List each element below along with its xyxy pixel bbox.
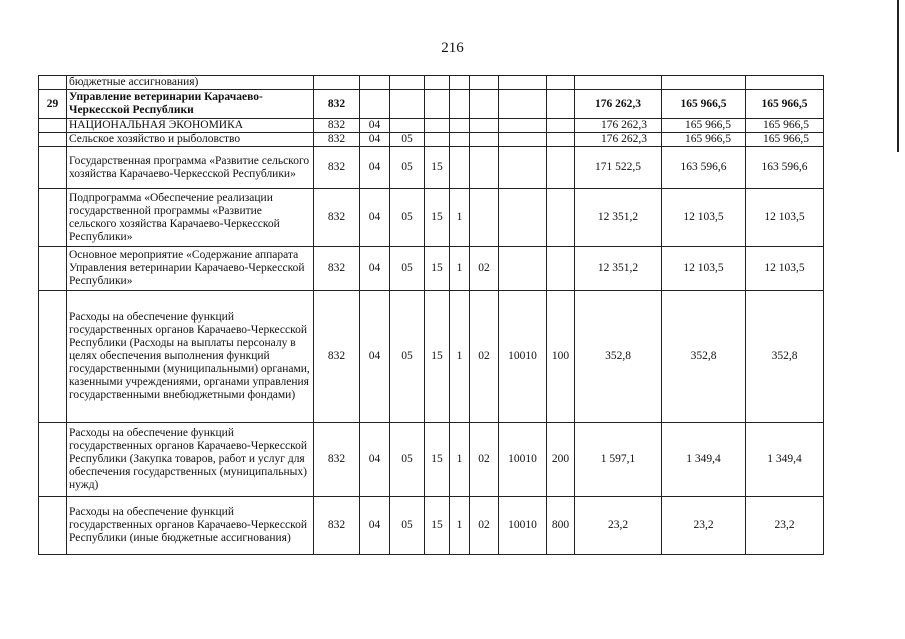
code-program: [425, 119, 450, 133]
code-subprogram: 1: [450, 423, 470, 497]
row-number: [39, 76, 67, 90]
code-pr: 05: [390, 147, 425, 189]
code-vr: [547, 147, 575, 189]
budget-table: [38, 75, 824, 555]
table-row: [39, 291, 824, 423]
code-vr: [547, 90, 575, 119]
code-program: [425, 76, 450, 90]
row-number: [39, 133, 67, 147]
scan-edge-line: [897, 0, 899, 152]
code-pr: [390, 90, 425, 119]
code-subprogram: [450, 119, 470, 133]
code-subprogram: [450, 90, 470, 119]
code-subprogram: 1: [450, 291, 470, 423]
code-subprogram: 1: [450, 189, 470, 247]
sum-year-1: 1 597,1: [575, 423, 662, 497]
table-body: [39, 76, 824, 555]
code-event: [470, 133, 499, 147]
sum-year-1: 12 351,2: [575, 189, 662, 247]
sum-year-3: 352,8: [746, 291, 824, 423]
code-pr: 05: [390, 291, 425, 423]
row-number: [39, 291, 67, 423]
code-event: [470, 76, 499, 90]
sum-year-3: 165 966,5: [746, 90, 824, 119]
row-name: Расходы на обеспечение функций государственных органов Карачаево-Черкесской Республики (Расходы на выплаты персоналу в целях обеспечения выполнения функций государственными (муниципальными) органами, казенными учреждениями, органами управления государственными внебюджетными фондами): [67, 291, 314, 423]
sum-year-2: 163 596,6: [662, 147, 746, 189]
code-direction: [499, 133, 547, 147]
code-direction: [499, 76, 547, 90]
code-program: [425, 90, 450, 119]
code-ved: 832: [314, 147, 360, 189]
row-name: Государственная программа «Развитие сельского хозяйства Карачаево-Черкесской Республики»: [67, 147, 314, 189]
sum-year-1: 23,2: [575, 497, 662, 555]
code-event: [470, 189, 499, 247]
code-ved: 832: [314, 119, 360, 133]
code-vr: 100: [547, 291, 575, 423]
code-rz: [360, 76, 390, 90]
code-rz: 04: [360, 133, 390, 147]
row-number: [39, 147, 67, 189]
row-number: [39, 189, 67, 247]
code-vr: [547, 119, 575, 133]
sum-year-2: 165 966,5: [662, 119, 746, 133]
sum-year-3: 163 596,6: [746, 147, 824, 189]
code-rz: 04: [360, 147, 390, 189]
sum-year-3: 165 966,5: [746, 133, 824, 147]
row-name: Основное мероприятие «Содержание аппарата Управления ветеринарии Карачаево-Черкесской Республики»: [67, 247, 314, 291]
sum-year-1: 12 351,2: [575, 247, 662, 291]
code-pr: 05: [390, 497, 425, 555]
code-ved: 832: [314, 133, 360, 147]
code-rz: 04: [360, 119, 390, 133]
sum-year-3: 23,2: [746, 497, 824, 555]
sum-year-2: 165 966,5: [662, 133, 746, 147]
row-name: Подпрограмма «Обеспечение реализации государственной программы «Развитие сельского хозяйства Карачаево-Черкесской Республики»: [67, 189, 314, 247]
table-row: [39, 497, 824, 555]
code-pr: 05: [390, 423, 425, 497]
row-number: [39, 423, 67, 497]
sum-year-1: 176 262,3: [575, 133, 662, 147]
code-subprogram: [450, 76, 470, 90]
row-number: [39, 119, 67, 133]
sum-year-2: 165 966,5: [662, 90, 746, 119]
row-name: Управление ветеринарии Карачаево-Черкесской Республики: [67, 90, 314, 119]
sum-year-2: 1 349,4: [662, 423, 746, 497]
code-ved: 832: [314, 247, 360, 291]
code-vr: [547, 133, 575, 147]
table-row: [39, 189, 824, 247]
page-number: 216: [441, 40, 464, 56]
code-direction: 10010: [499, 497, 547, 555]
code-vr: [547, 76, 575, 90]
row-number: [39, 497, 67, 555]
code-rz: 04: [360, 291, 390, 423]
table-row: [39, 76, 824, 90]
code-rz: [360, 90, 390, 119]
sum-year-2: 352,8: [662, 291, 746, 423]
code-subprogram: [450, 133, 470, 147]
code-program: 15: [425, 497, 450, 555]
code-event: [470, 147, 499, 189]
code-pr: [390, 76, 425, 90]
code-direction: [499, 119, 547, 133]
code-program: 15: [425, 247, 450, 291]
code-pr: 05: [390, 247, 425, 291]
code-vr: 200: [547, 423, 575, 497]
table-row: [39, 147, 824, 189]
sum-year-2: [662, 76, 746, 90]
code-pr: 05: [390, 133, 425, 147]
row-number: [39, 247, 67, 291]
code-event: 02: [470, 247, 499, 291]
code-rz: 04: [360, 247, 390, 291]
code-direction: [499, 90, 547, 119]
sum-year-1: 176 262,3: [575, 90, 662, 119]
code-program: 15: [425, 291, 450, 423]
code-subprogram: [450, 147, 470, 189]
table-row: [39, 90, 824, 119]
code-ved: 832: [314, 189, 360, 247]
code-program: 15: [425, 147, 450, 189]
sum-year-3: 12 103,5: [746, 247, 824, 291]
code-direction: [499, 147, 547, 189]
table-row: [39, 119, 824, 133]
row-name: бюджетные ассигнования): [67, 76, 314, 90]
code-vr: 800: [547, 497, 575, 555]
sum-year-1: [575, 76, 662, 90]
code-direction: 10010: [499, 423, 547, 497]
code-subprogram: 1: [450, 497, 470, 555]
sum-year-2: 12 103,5: [662, 189, 746, 247]
code-direction: [499, 189, 547, 247]
sum-year-3: [746, 76, 824, 90]
code-program: 15: [425, 189, 450, 247]
row-name: Сельское хозяйство и рыболовство: [67, 133, 314, 147]
code-program: 15: [425, 423, 450, 497]
row-name: Расходы на обеспечение функций государственных органов Карачаево-Черкесской Республики (иные бюджетные ассигнования): [67, 497, 314, 555]
code-event: 02: [470, 497, 499, 555]
code-event: [470, 90, 499, 119]
sum-year-1: 352,8: [575, 291, 662, 423]
sum-year-3: 1 349,4: [746, 423, 824, 497]
code-event: [470, 119, 499, 133]
table-row: [39, 133, 824, 147]
sum-year-1: 171 522,5: [575, 147, 662, 189]
sum-year-2: 23,2: [662, 497, 746, 555]
code-direction: [499, 247, 547, 291]
code-direction: 10010: [499, 291, 547, 423]
code-rz: 04: [360, 497, 390, 555]
row-name: Расходы на обеспечение функций государственных органов Карачаево-Черкесской Республики (Закупка товаров, работ и услуг для обеспечения государственных (муниципальных) нужд): [67, 423, 314, 497]
row-name: НАЦИОНАЛЬНАЯ ЭКОНОМИКА: [67, 119, 314, 133]
table-row: [39, 247, 824, 291]
code-event: 02: [470, 423, 499, 497]
code-ved: [314, 76, 360, 90]
code-rz: 04: [360, 423, 390, 497]
code-ved: 832: [314, 497, 360, 555]
code-rz: 04: [360, 189, 390, 247]
table-row: [39, 423, 824, 497]
code-vr: [547, 189, 575, 247]
row-number: 29: [39, 90, 67, 119]
code-ved: 832: [314, 423, 360, 497]
code-ved: 832: [314, 291, 360, 423]
code-pr: 05: [390, 189, 425, 247]
code-ved: 832: [314, 90, 360, 119]
sum-year-2: 12 103,5: [662, 247, 746, 291]
code-program: [425, 133, 450, 147]
code-subprogram: 1: [450, 247, 470, 291]
sum-year-3: 12 103,5: [746, 189, 824, 247]
code-pr: [390, 119, 425, 133]
sum-year-3: 165 966,5: [746, 119, 824, 133]
code-event: 02: [470, 291, 499, 423]
code-vr: [547, 247, 575, 291]
sum-year-1: 176 262,3: [575, 119, 662, 133]
